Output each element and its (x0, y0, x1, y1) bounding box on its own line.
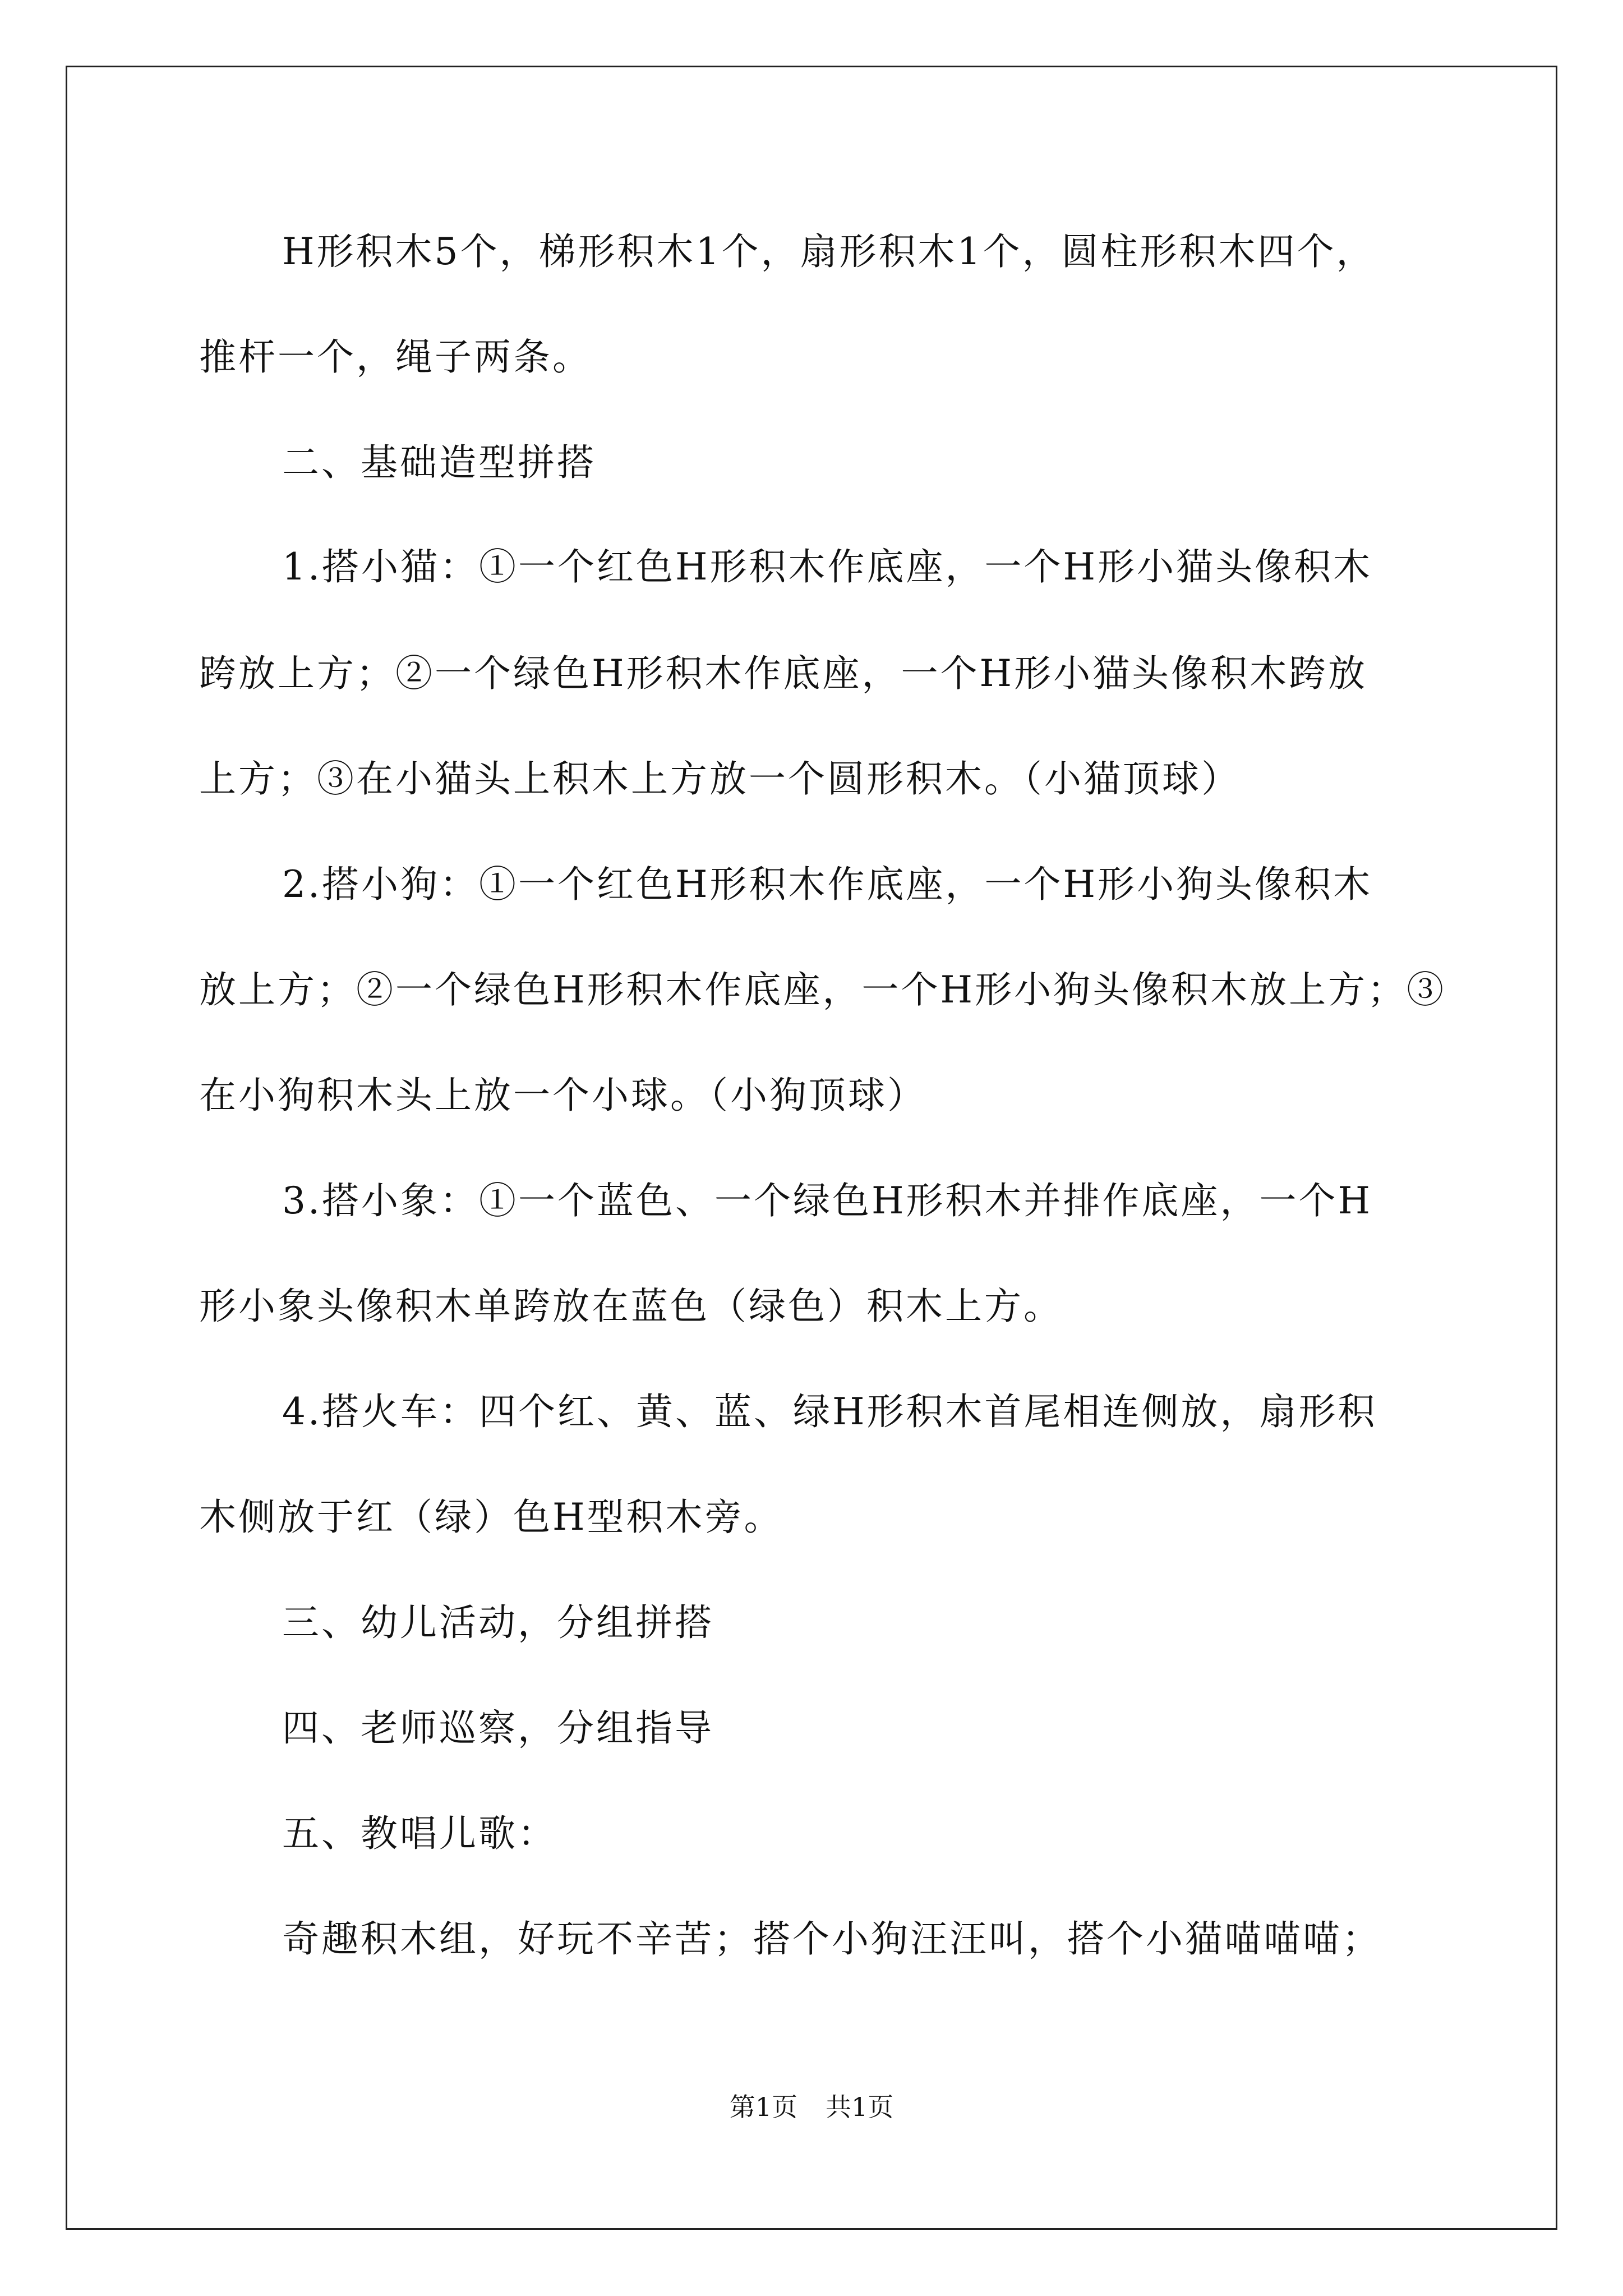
text-line: 4.搭火车：四个红、黄、蓝、绿H形积木首尾相连侧放，扇形积 (282, 1390, 1377, 1433)
page-border (66, 66, 1557, 2230)
text-line: 木侧放于红（绿）色H型积木旁。 (199, 1496, 783, 1539)
text-line: 放上方；②一个绿色H形积木作底座，一个H形小狗头像积木放上方；③ (199, 968, 1446, 1011)
page-number: 第1页 (729, 2092, 797, 2122)
text-line: 1.搭小猫：①一个红色H形积木作底座，一个H形小猫头像积木 (282, 545, 1373, 588)
text-line: 奇趣积木组，好玩不辛苦；搭个小狗汪汪叫，搭个小猫喵喵喵； (282, 1917, 1381, 1961)
text-line: 3.搭小象：①一个蓝色、一个绿色H形积木并排作底座，一个H (282, 1179, 1373, 1222)
text-line: 推杆一个，绳子两条。 (199, 335, 592, 379)
page-total: 共1页 (826, 2092, 894, 2122)
section-heading: 三、幼儿活动，分组拼搭 (282, 1601, 714, 1644)
text-line: H形积木5个，梯形积木1个，扇形积木1个，圆柱形积木四个， (282, 230, 1376, 273)
section-heading: 二、基础造型拼搭 (282, 441, 596, 484)
section-heading: 四、老师巡察，分组指导 (282, 1706, 714, 1750)
text-line: 形小象头像积木单跨放在蓝色（绿色）积木上方。 (199, 1285, 1063, 1328)
text-line: 跨放上方；②一个绿色H形积木作底座，一个H形小猫头像积木跨放 (199, 652, 1368, 695)
text-line: 2.搭小狗：①一个红色H形积木作底座，一个H形小狗头像积木 (282, 863, 1373, 906)
text-line: 上方；③在小猫头上积木上方放一个圆形积木。（小猫顶球） (199, 757, 1241, 800)
section-heading: 五、教唱儿歌： (282, 1812, 557, 1855)
text-line: 在小狗积木头上放一个小球。（小狗顶球） (199, 1074, 926, 1117)
page-footer (0, 2090, 1623, 2124)
